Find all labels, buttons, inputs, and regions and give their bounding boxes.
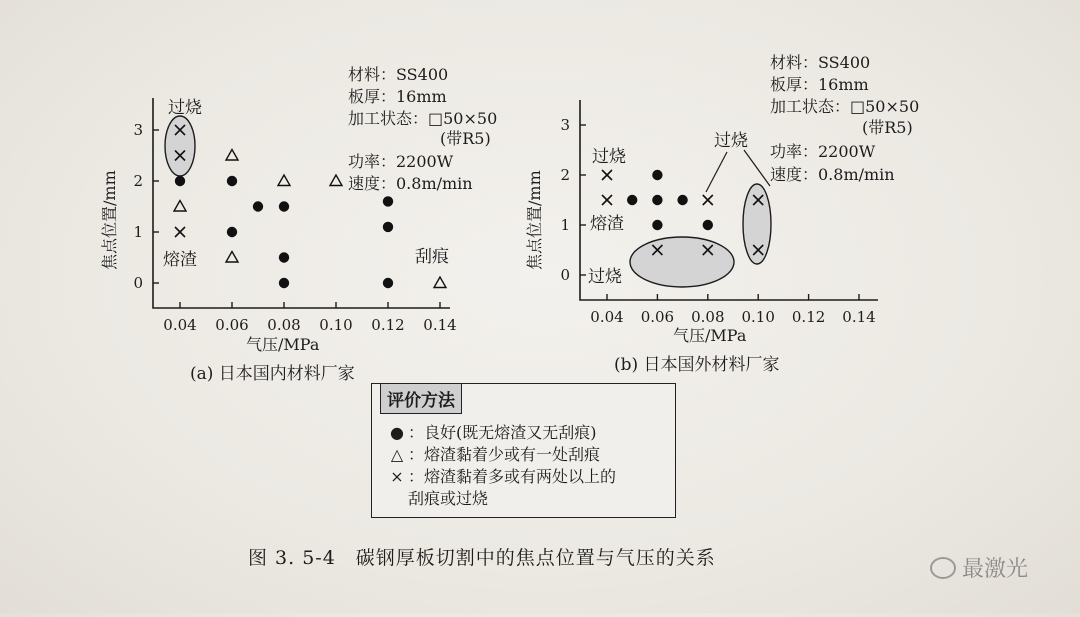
chart-a-info-thickness: 板厚：16mm bbox=[348, 87, 447, 106]
chart-b-caption: (b) 日本国外材料厂家 bbox=[614, 355, 780, 375]
point-bad bbox=[602, 195, 612, 205]
point-good bbox=[279, 278, 289, 288]
x-tick-label: 0.14 bbox=[842, 308, 876, 326]
legend-text-good: ：良好(既无熔渣又无刮痕) bbox=[408, 423, 597, 442]
y-tick-label: 0 bbox=[133, 274, 143, 292]
legend-title: 评价方法 bbox=[380, 383, 462, 414]
watermark-text: 最激光 bbox=[962, 557, 1029, 582]
x-tick-label: 0.08 bbox=[691, 308, 725, 326]
x-tick-label: 0.12 bbox=[371, 316, 405, 334]
point-good bbox=[383, 196, 393, 206]
wechat-logo-icon bbox=[930, 557, 956, 579]
legend-item-good bbox=[386, 422, 597, 444]
evaluation-legend bbox=[371, 383, 676, 518]
point-good bbox=[703, 220, 713, 230]
point-slight bbox=[330, 175, 342, 186]
chart-b-info-state-note: (带R5) bbox=[862, 118, 913, 137]
chart-a-info-state: 加工状态：□50×50 bbox=[348, 109, 498, 128]
x-tick-label: 0.04 bbox=[590, 308, 624, 326]
figure-caption: 图 3. 5-4 碳钢厚板切割中的焦点位置与气压的关系 bbox=[248, 547, 716, 569]
legend-text-bad: ：熔渣黏着多或有两处以上的 bbox=[408, 467, 617, 486]
point-slight bbox=[226, 252, 238, 263]
chart-b bbox=[525, 53, 919, 375]
point-good bbox=[227, 176, 237, 186]
chart-a-annotation-overburn: 过烧 bbox=[168, 98, 202, 118]
x-tick-label: 0.10 bbox=[741, 308, 775, 326]
leader-line-2 bbox=[744, 150, 770, 186]
leader-line-1 bbox=[706, 152, 727, 192]
legend-item-bad bbox=[386, 466, 616, 488]
y-tick-label: 3 bbox=[560, 116, 570, 134]
point-good bbox=[677, 195, 687, 205]
chart-b-info-speed: 速度：0.8m/min bbox=[770, 165, 895, 184]
legend-item-bad-cont bbox=[386, 488, 488, 510]
x-tick-label: 0.08 bbox=[267, 316, 301, 334]
point-good bbox=[279, 252, 289, 262]
x-tick-label: 0.12 bbox=[791, 308, 826, 326]
point-slight bbox=[278, 175, 290, 186]
chart-a-annotation-slag: 熔渣 bbox=[163, 250, 197, 270]
point-good bbox=[652, 170, 662, 180]
chart-a-axes bbox=[153, 98, 450, 308]
chart-a-xlabel: 气压/MPa bbox=[246, 335, 320, 354]
point-good bbox=[227, 227, 237, 237]
y-tick-label: 2 bbox=[560, 166, 570, 184]
point-good bbox=[175, 176, 185, 186]
y-tick-label: 0 bbox=[560, 266, 570, 284]
legend-item-slight bbox=[386, 444, 600, 466]
chart-b-xlabel: 气压/MPa bbox=[673, 326, 747, 345]
chart-a-info-speed: 速度：0.8m/min bbox=[348, 174, 473, 193]
chart-a-caption: (a) 日本国内材料厂家 bbox=[190, 364, 355, 384]
watermark bbox=[930, 552, 1028, 583]
point-good bbox=[627, 195, 637, 205]
chart-a-ylabel: 焦点位置/mm bbox=[100, 170, 119, 270]
chart-a-info bbox=[348, 65, 497, 193]
chart-a-annotation-scratch: 刮痕 bbox=[415, 247, 449, 267]
y-tick-label: 3 bbox=[133, 121, 143, 139]
point-bad bbox=[602, 170, 612, 180]
x-tick-label: 0.10 bbox=[319, 316, 353, 334]
point-slight bbox=[434, 277, 446, 288]
point-slight bbox=[226, 150, 238, 161]
chart-a bbox=[100, 65, 497, 384]
x-tick-label: 0.14 bbox=[423, 316, 457, 334]
chart-b-info-power: 功率：2200W bbox=[770, 142, 876, 161]
point-good bbox=[652, 195, 662, 205]
point-good bbox=[383, 222, 393, 232]
chart-b-annotation-overburn-top: 过烧 bbox=[592, 147, 626, 167]
highlight-ellipse-overburn-bottom bbox=[630, 237, 734, 287]
chart-a-marks bbox=[174, 125, 446, 288]
chart-b-info-state: 加工状态：□50×50 bbox=[770, 97, 920, 116]
point-good bbox=[652, 220, 662, 230]
dot-icon: ● bbox=[390, 423, 404, 442]
chart-a-info-state-note: (带R5) bbox=[440, 129, 491, 148]
chart-a-info-material: 材料：SS400 bbox=[348, 65, 449, 84]
chart-a-info-power: 功率：2200W bbox=[348, 152, 454, 171]
y-tick-label: 1 bbox=[560, 216, 570, 234]
x-tick-label: 0.04 bbox=[163, 316, 197, 334]
point-bad bbox=[703, 195, 713, 205]
point-good bbox=[253, 201, 263, 211]
y-tick-label: 2 bbox=[133, 172, 143, 190]
chart-b-annotation-overburn-bottom: 过烧 bbox=[588, 267, 622, 287]
y-tick-label: 1 bbox=[133, 223, 143, 241]
x-tick-label: 0.06 bbox=[640, 308, 675, 326]
legend-text-bad-cont: 刮痕或过烧 bbox=[408, 489, 489, 508]
legend-text-slight: ：熔渣黏着少或有一处刮痕 bbox=[408, 445, 601, 464]
chart-b-annotation-slag: 熔渣 bbox=[590, 214, 624, 234]
highlight-ellipse-overburn-a bbox=[165, 116, 195, 176]
chart-b-info-material: 材料：SS400 bbox=[770, 53, 871, 72]
chart-b-info bbox=[770, 53, 919, 184]
x-tick-label: 0.06 bbox=[215, 316, 249, 334]
point-slight bbox=[174, 201, 186, 212]
point-bad bbox=[175, 227, 185, 237]
triangle-icon: △ bbox=[390, 445, 404, 464]
cross-icon: × bbox=[390, 467, 404, 486]
chart-b-info-thickness: 板厚：16mm bbox=[770, 75, 869, 94]
point-good bbox=[383, 278, 393, 288]
point-good bbox=[279, 201, 289, 211]
chart-b-ylabel: 焦点位置/mm bbox=[525, 170, 544, 270]
chart-b-annotation-overburn-right: 过烧 bbox=[714, 131, 748, 151]
